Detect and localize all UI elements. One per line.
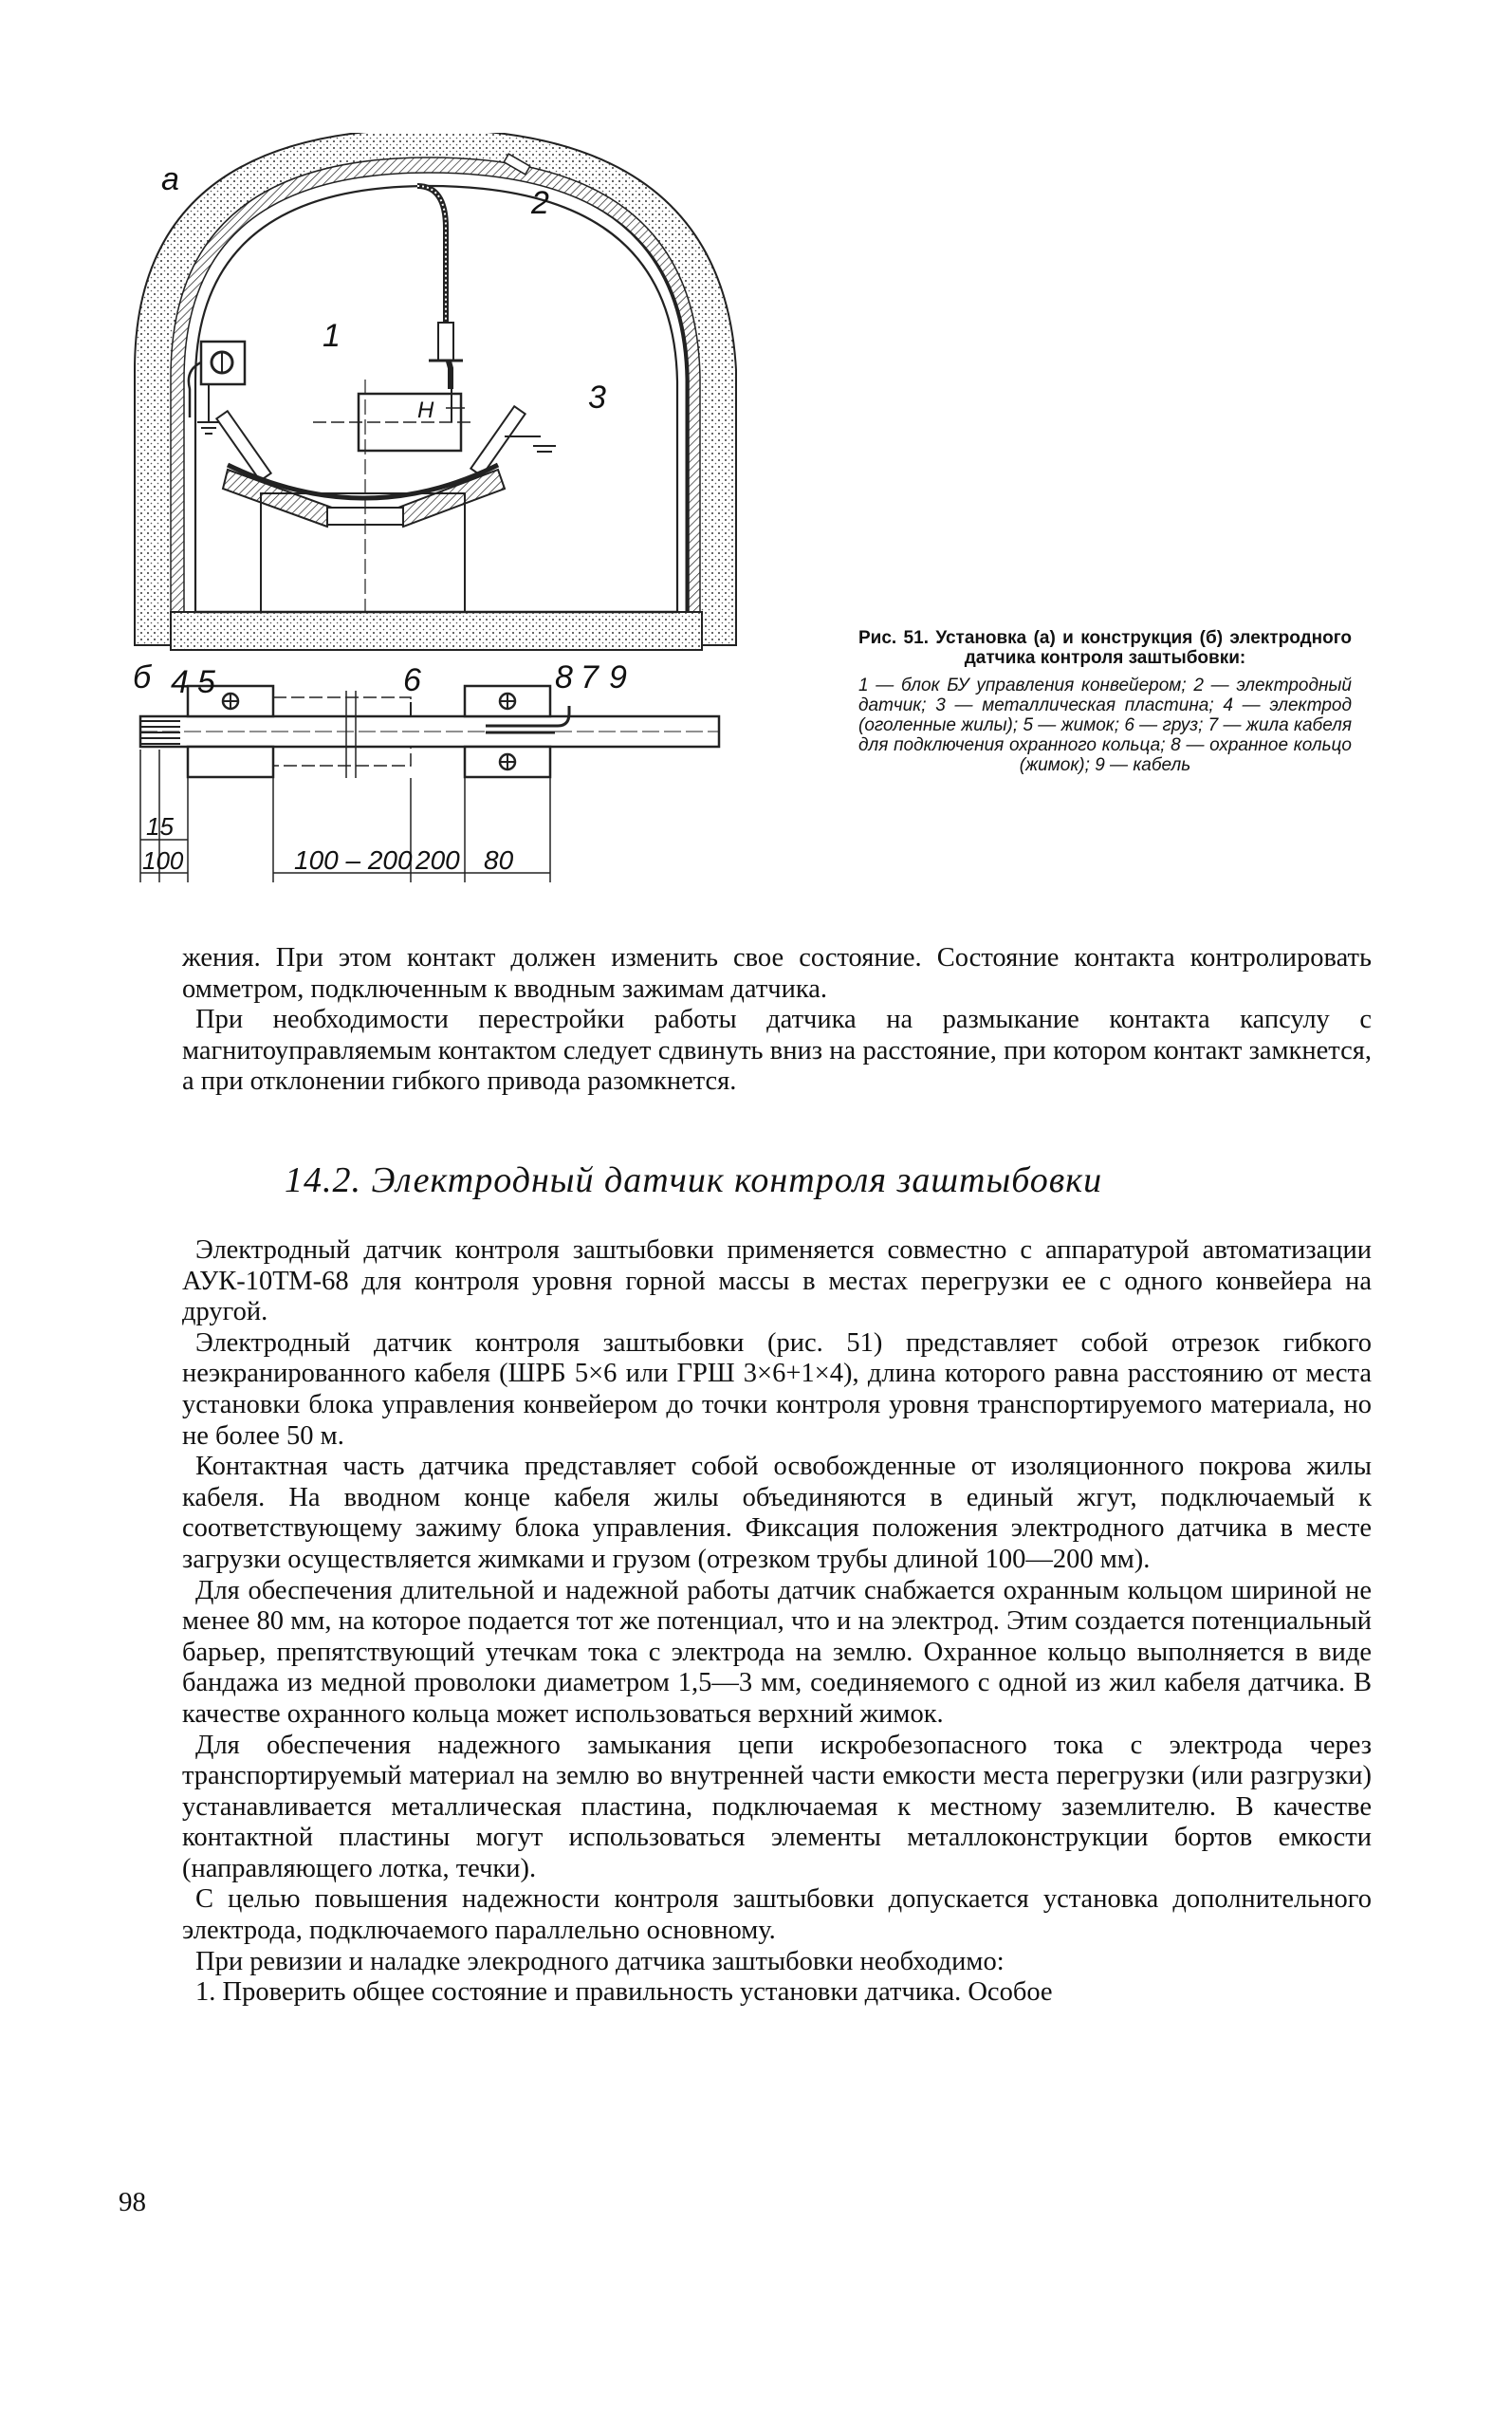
tunnel-floor: [171, 612, 702, 650]
text-block-top: [182, 943, 1372, 1098]
dim-100-200: 100 – 200: [294, 845, 413, 875]
caption-legend: 1 — блок БУ управления конвейером; 2 — электродный датчик; 3 — металлическая пластина; 4 — электрод (оголенные жилы); 5 — жимок; 6 — груз; 7 — жила кабеля для подключения охранного кольца; 8 — охранное кольцо (жимок); 9 — кабель: [858, 676, 1352, 775]
figure-caption: [858, 628, 1352, 775]
paragraph: При ревизии и наладке элекродного датчика заштыбовки необходимо:: [195, 1946, 1005, 1976]
paragraph: Для обеспечения надежного замыкания цепи искробезопасного тока с электрода через транспортируемый материал на землю во внутренней части емкости места перегрузки (или разгрузки) устанавливается металлическая пластина, подключаемая к местному заземлителю. В качестве контактной пластины могут использоваться элементы металлоконструкции бортов емкости (направляющего лотка, течки).: [182, 1730, 1372, 1883]
paragraph: Электродный датчик контроля заштыбовки (рис. 51) представляет собой отрезок гибкого неэкранированного кабеля (ШРБ 5×6 или ГРШ 3×6+1×4), длина которого равна расстоянию от места установки блока управления конвейером до точки контроля уровня транспортируемого материала, но не более 50 м.: [182, 1327, 1372, 1451]
label-6: 6: [403, 662, 421, 698]
paragraph: Контактная часть датчика представляет собой освобожденные от изоляционного покрова жилы кабеля. На вводном конце кабеля жилы объединяются в единый жгут, подключаемый к соответствующему зажиму блока управления. Фиксация положения электродного датчика в месте загрузки осуществляется жимками и грузом (отрезком трубы длиной 100—200 мм).: [182, 1452, 1372, 1574]
paragraph: жения. При этом контакт должен изменить свое состояние. Состояние контакта контролировать омметром, подключенным к вводным зажимам датчика.: [182, 943, 1372, 1004]
label-7: 7: [581, 659, 599, 695]
view-a-installation: [135, 133, 736, 650]
label-8: 8: [555, 659, 573, 695]
figure-51-diagram: [133, 133, 778, 892]
label-3: 3: [588, 380, 606, 416]
caption-title: Рис. 51. Установка (а) и конструкция (б) электродного датчика контроля заштыбовки:: [858, 628, 1352, 668]
paragraph: 1. Проверить общее состояние и правильность установки датчика. Особое: [195, 1977, 1053, 2008]
paragraph: При необходимости перестройки работы датчика на размыкание контакта капсулу с магнитоуправляемым контактом следует сдвинуть вниз на расстояние, при котором контакт замкнется, а при отклонении гибкого привода разомкнется.: [182, 1005, 1372, 1097]
dim-80: 80: [484, 845, 514, 875]
dim-100: 100: [142, 846, 184, 875]
label-a: а: [161, 161, 179, 197]
dim-15: 15: [146, 812, 174, 841]
page-number: 98: [119, 2187, 146, 2217]
paragraph: Для обеспечения длительной и надежной работы датчик снабжается охранным кольцом шириной не менее 80 мм, на которое подается тот же потенциал, что и на электрод. Этим создается потенциальный барьер, препятствующий утечкам тока с электрода на землю. Охранное кольцо выполняется в виде бандажа из медной проволоки диаметром 1,5—3 мм, соединяемого с одной из жил кабеля датчика. В качестве охранного кольца может использоваться верхний жимок.: [182, 1575, 1372, 1729]
paragraph: Электродный датчик контроля заштыбовки применяется совместно с аппаратурой автоматизации АУК-10ТМ-68 для контроля уровня горной массы в местах перегрузки ее с одного конвейера на другой.: [182, 1235, 1372, 1327]
label-4: 4: [171, 664, 189, 700]
label-5: 5: [197, 664, 215, 700]
label-h: Н: [417, 398, 434, 423]
label-2: 2: [531, 185, 549, 221]
label-1: 1: [323, 318, 341, 354]
section-heading: 14.2. Электродный датчик контроля заштыбовки: [285, 1160, 1103, 1200]
text-block-main: [182, 1235, 1372, 2009]
label-9: 9: [609, 659, 627, 695]
paragraph: С целью повышения надежности контроля заштыбовки допускается установка дополнительного электрода, подключаемого параллельно основному.: [182, 1884, 1372, 1946]
dim-200: 200: [415, 845, 460, 875]
label-b: б: [133, 659, 152, 695]
